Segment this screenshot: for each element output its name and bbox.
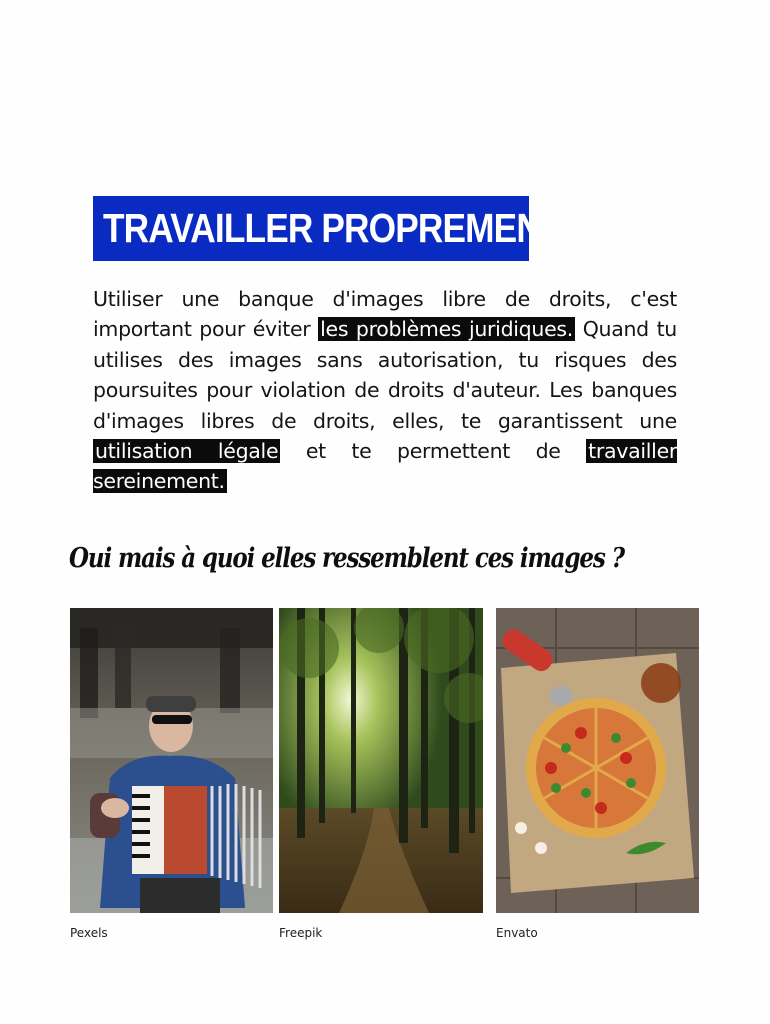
image-caption-freepik: Freepik — [279, 926, 323, 940]
intro-paragraph — [93, 284, 677, 497]
section-title-banner — [93, 196, 562, 261]
photo-accordion-player — [70, 608, 273, 913]
paragraph-text: Utiliser une banque d'images libre de droits, c'est important pour éviter — [93, 287, 677, 342]
section-title: TRAVAILLER PROPREMENT — [103, 205, 562, 251]
photo-pizza — [496, 608, 699, 913]
paragraph-text: et te permettent de — [280, 439, 587, 464]
highlight-work-serenely: travailler sereinement. — [93, 439, 678, 494]
paragraph-text: Quand tu utilises des images sans autorisation, tu risques des poursuites pour violation de droits d'auteur. Les banques d'images libres de droits, elles, te garantissent une — [93, 317, 677, 433]
highlight-legal-use: utilisation légale — [95, 439, 279, 464]
photo-forest — [279, 608, 483, 913]
image-caption-pexels: Pexels — [70, 926, 108, 940]
highlight-legal-problems: les problèmes juridiques. — [320, 317, 574, 342]
subheading: Oui mais à quoi elles ressemblent ces images ? — [69, 543, 624, 574]
image-caption-envato: Envato — [496, 926, 538, 940]
